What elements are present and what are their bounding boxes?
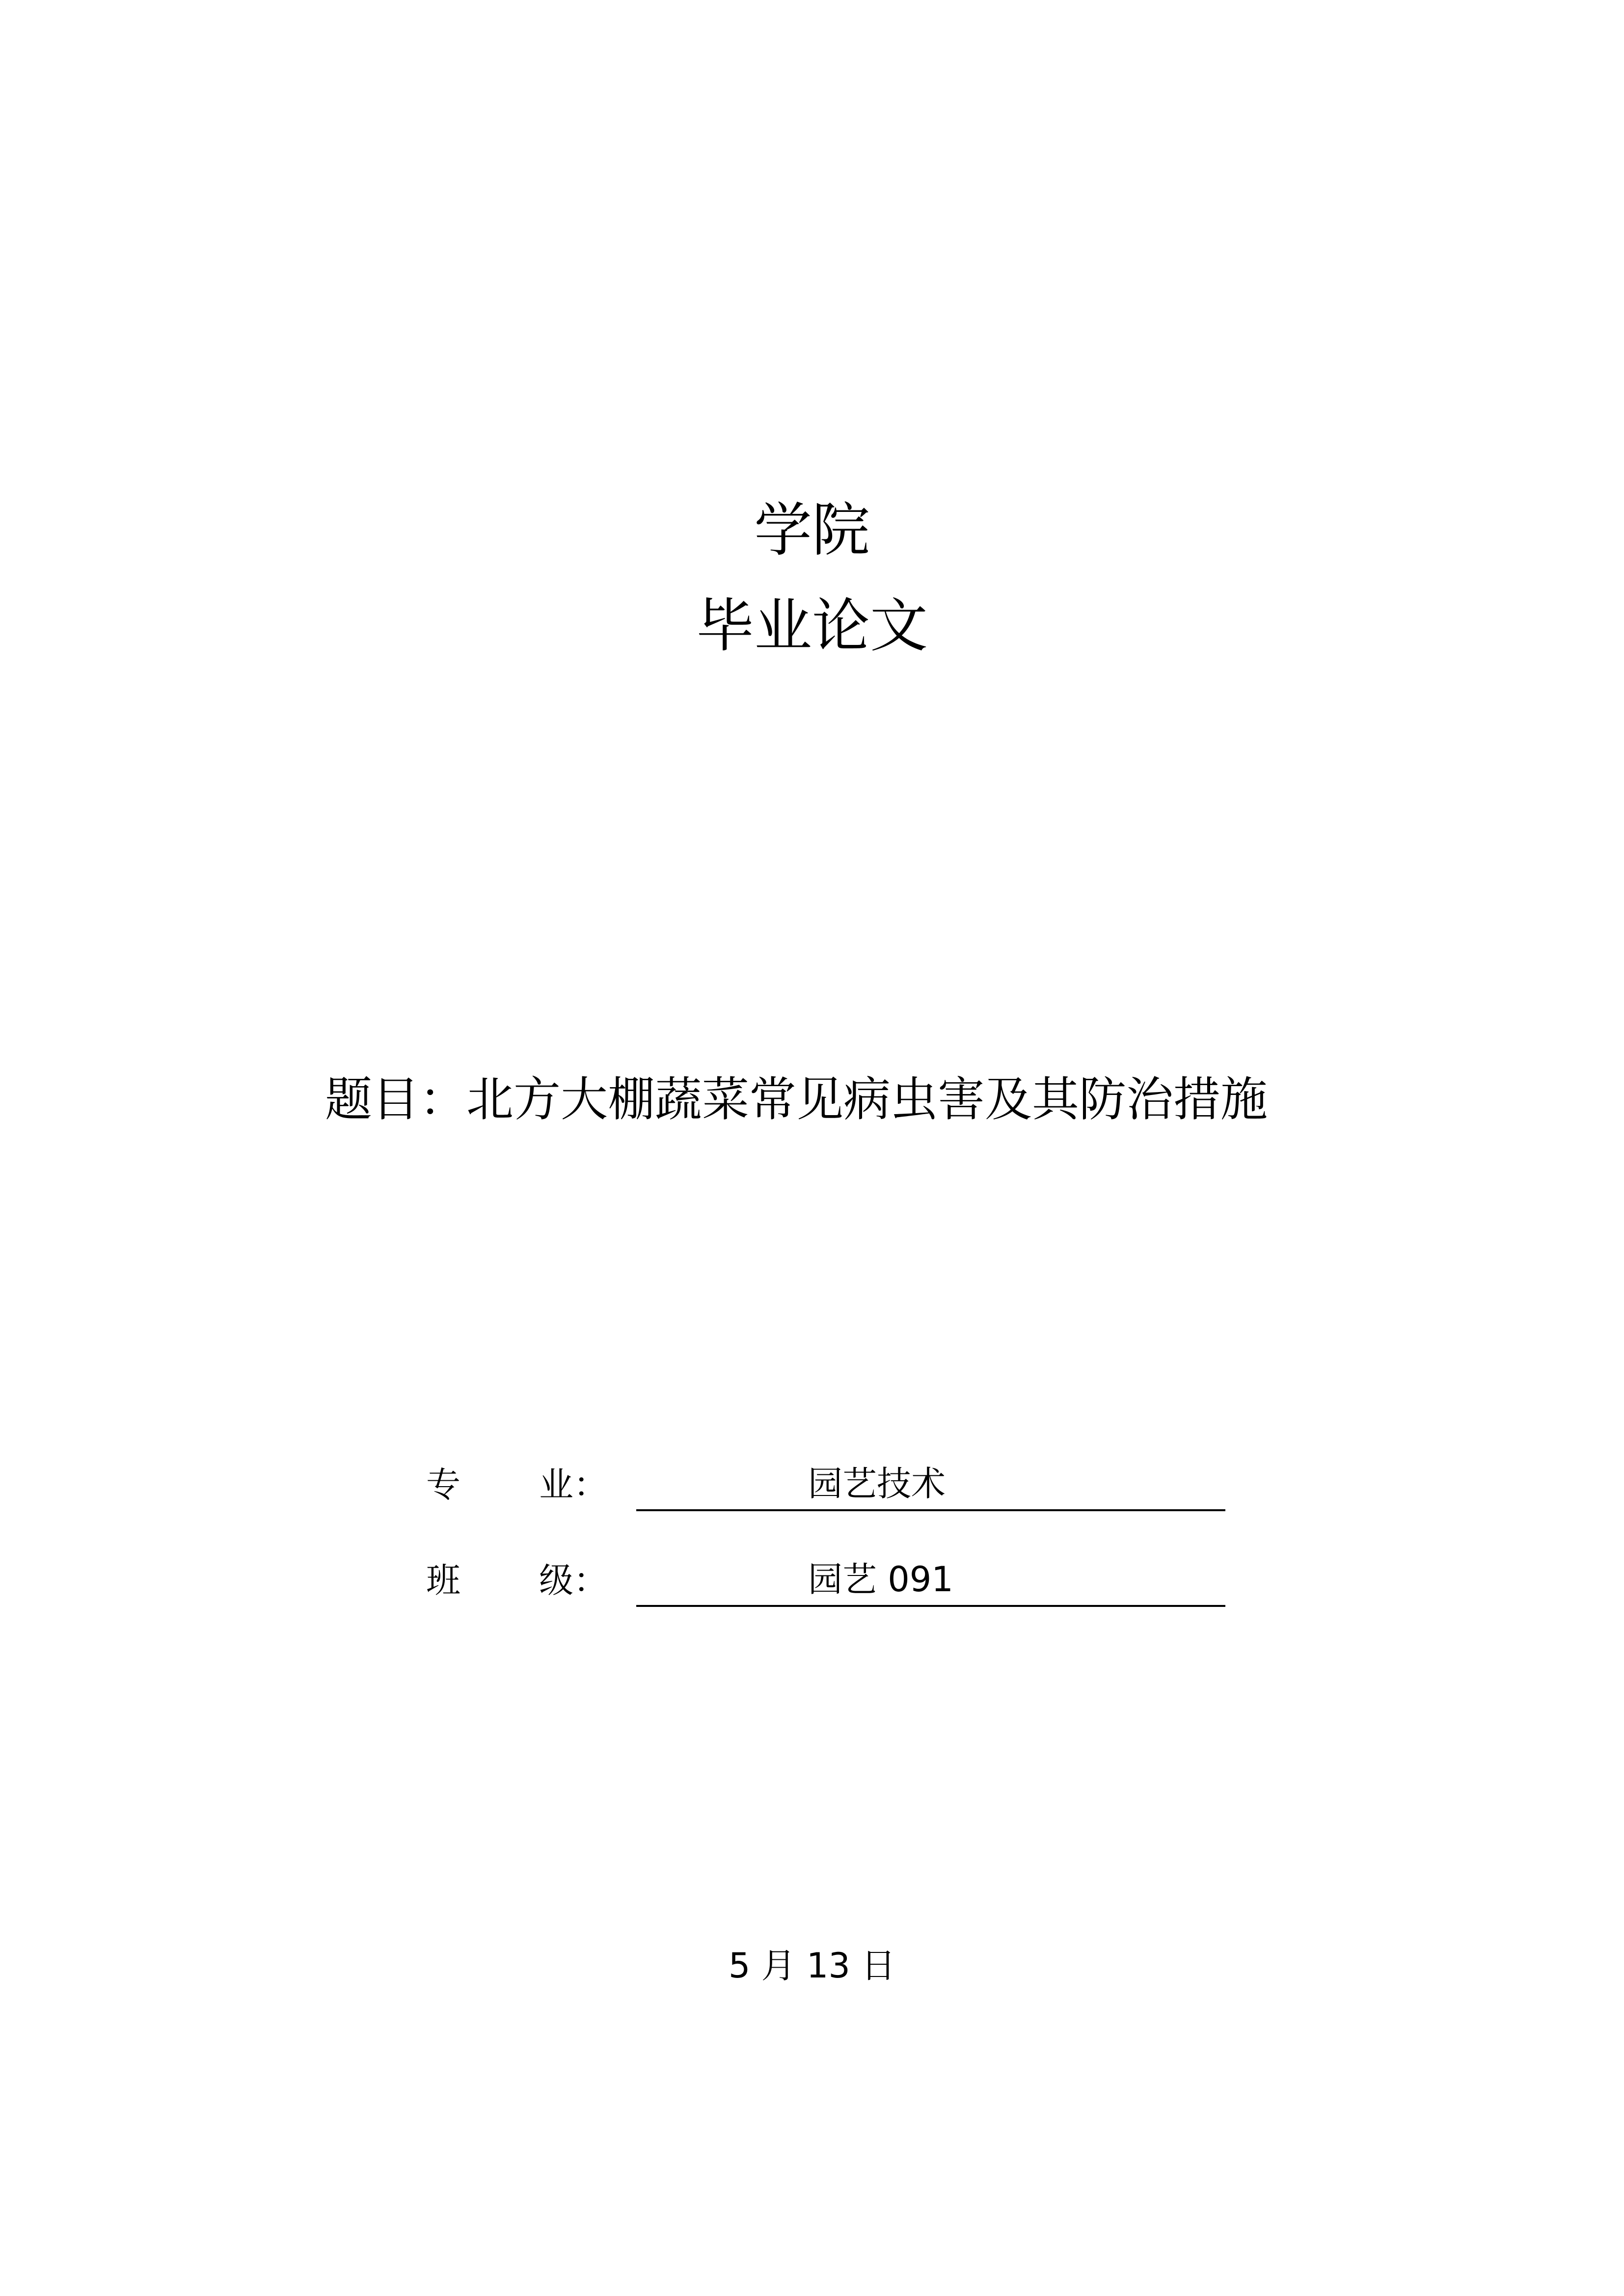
major-underline	[636, 1460, 1225, 1511]
school-name: 学院	[754, 496, 870, 564]
class-label-first: 班	[426, 1560, 460, 1601]
class-label-second: 级	[539, 1560, 573, 1601]
document-type: 毕业论文	[696, 592, 928, 660]
major-colon: ：	[573, 1465, 608, 1505]
major-value: 园艺技术	[808, 1464, 946, 1504]
thesis-title-row	[325, 1070, 1268, 1129]
major-field	[0, 1460, 1624, 1514]
class-field	[0, 1556, 1624, 1610]
class-value: 园艺 091	[808, 1559, 953, 1600]
submission-date: 5 月 13 日	[728, 1946, 896, 1986]
class-colon: ：	[573, 1560, 608, 1601]
major-label-second: 业	[539, 1465, 573, 1505]
major-label-first: 专	[426, 1465, 460, 1505]
class-underline	[636, 1556, 1225, 1607]
thesis-title: 北方大棚蔬菜常见病虫害及其防治措施	[466, 1072, 1268, 1127]
title-label: 题目：	[325, 1072, 466, 1127]
